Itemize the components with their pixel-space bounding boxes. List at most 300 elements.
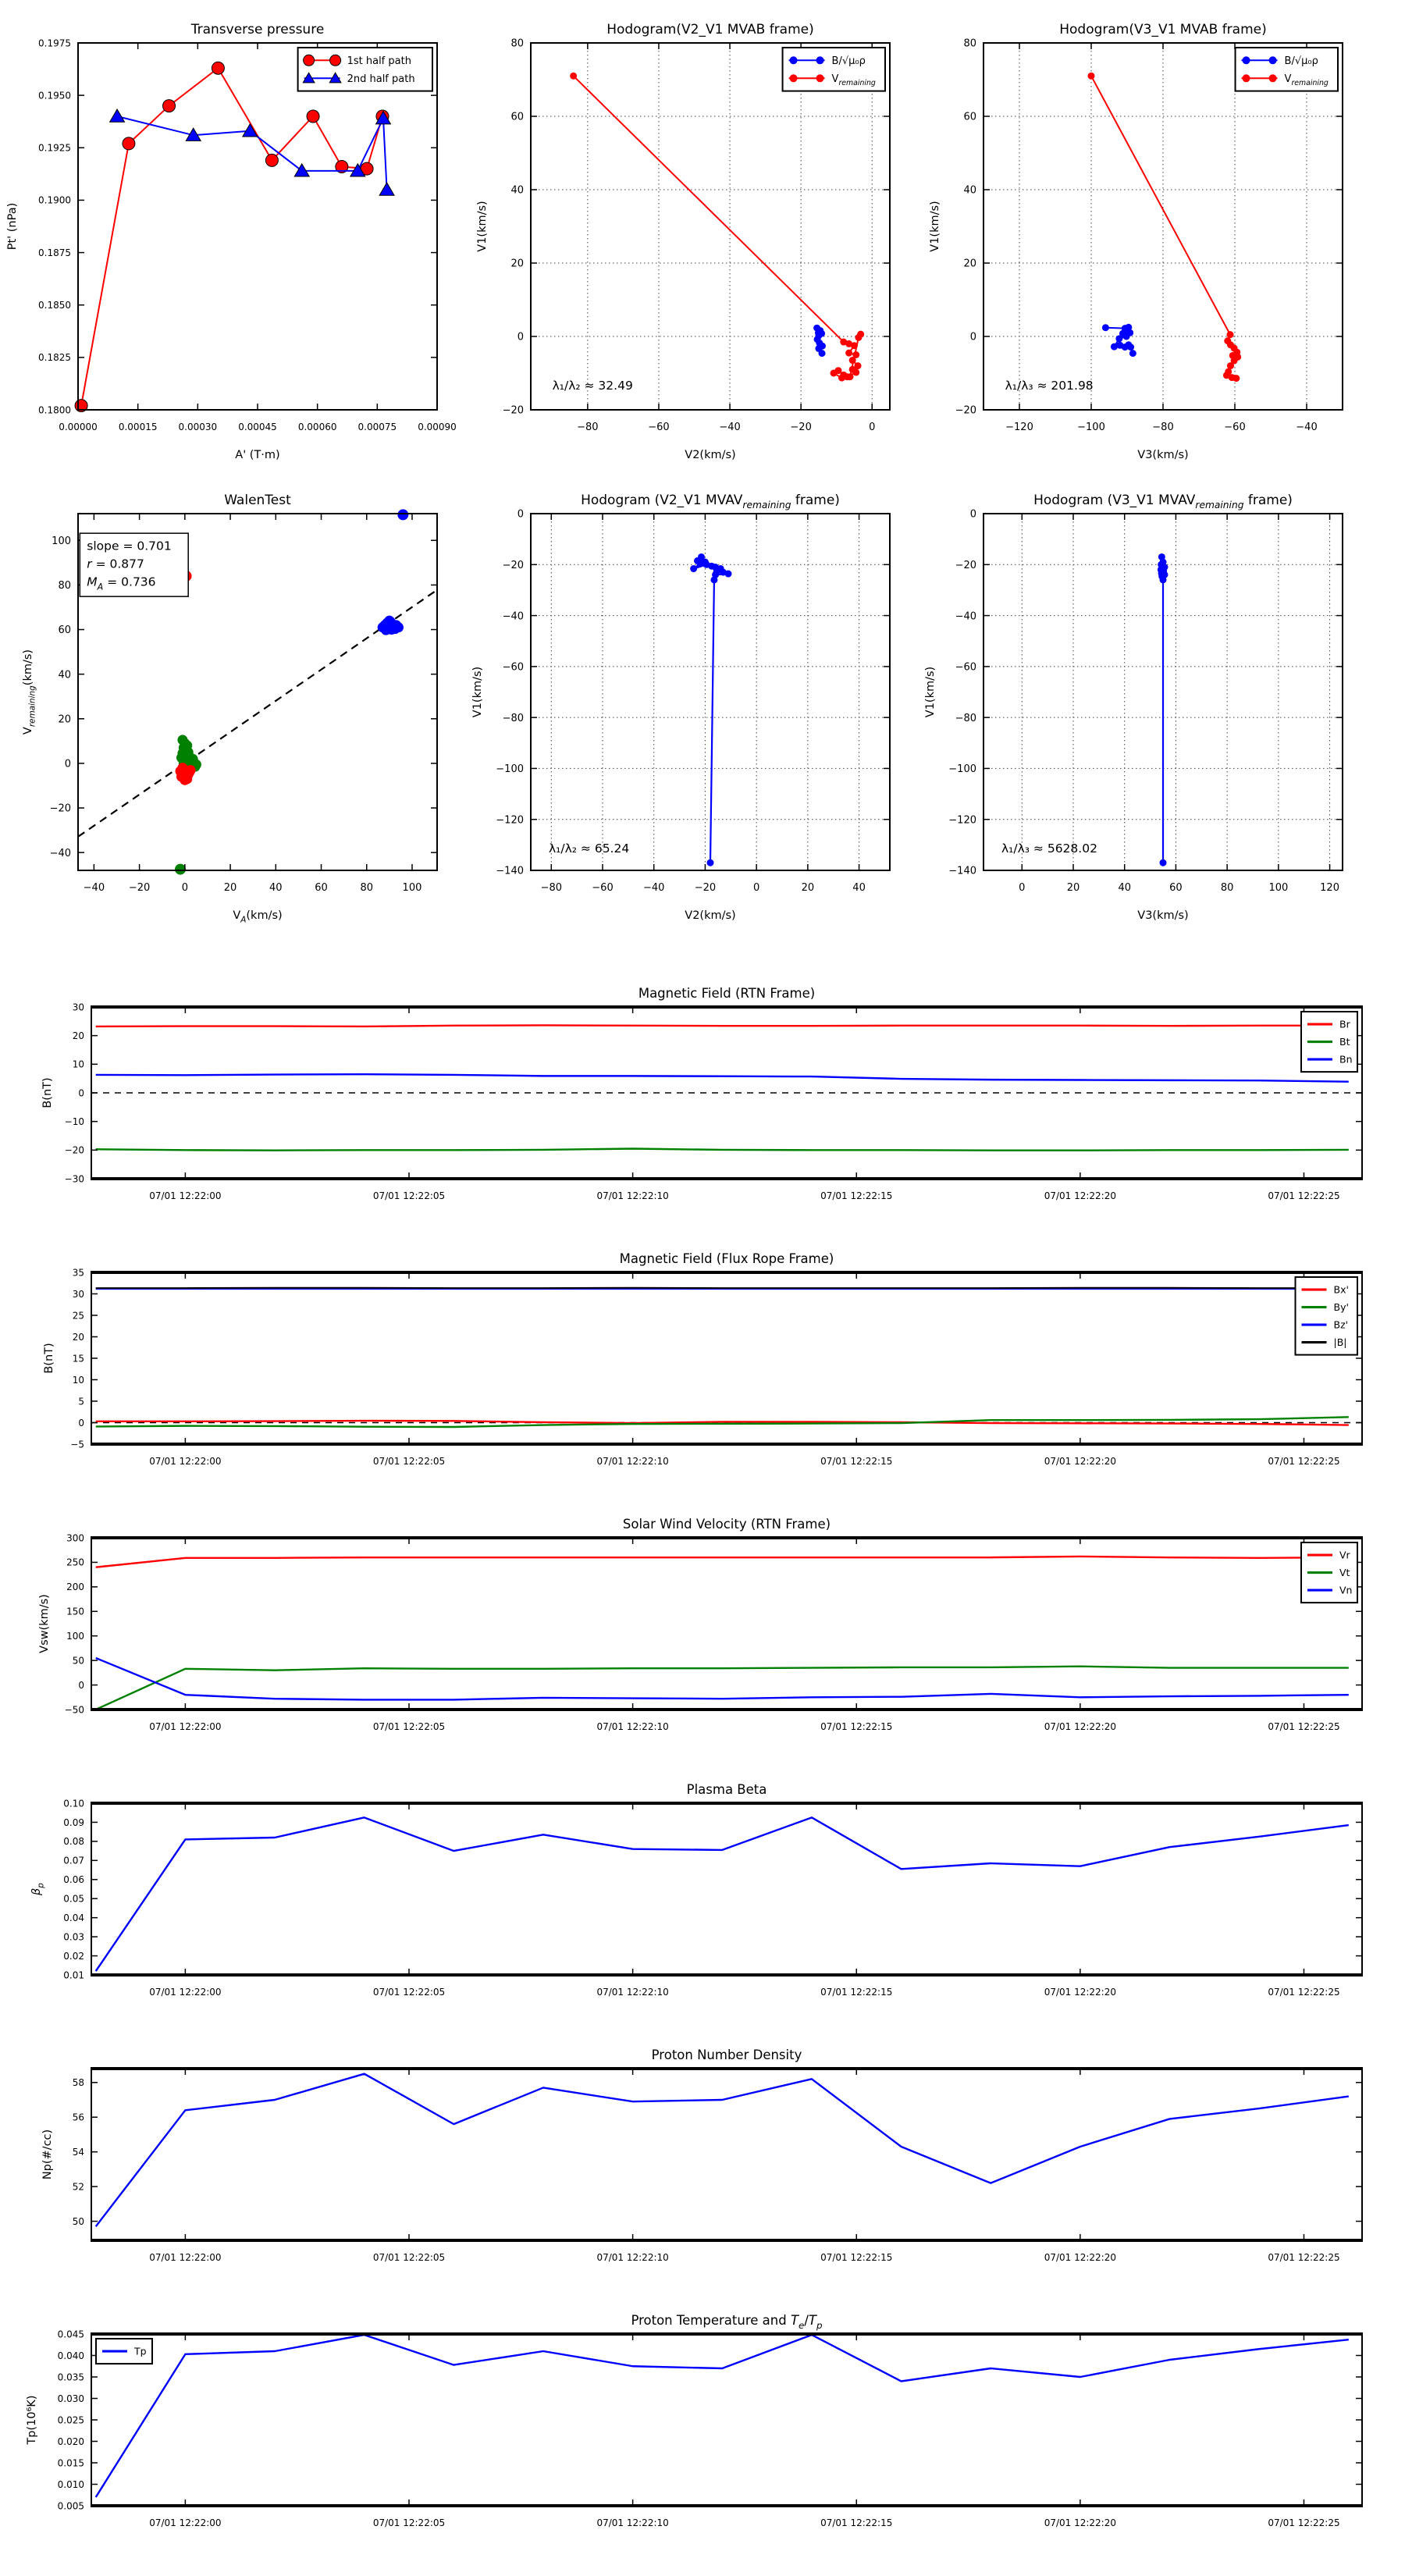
point-marker xyxy=(852,369,859,376)
annotation xyxy=(549,841,629,856)
y-axis-label: Tp(10⁶K) xyxy=(26,2395,38,2445)
plot-hodogram-v3v1-mvav xyxy=(924,493,1343,922)
y-tick-label: 0.005 xyxy=(57,2500,84,2512)
plot-title: Plasma Beta xyxy=(686,1782,767,1797)
x-tick-label: 07/01 12:22:15 xyxy=(820,1456,893,1467)
point-marker xyxy=(397,509,408,520)
x-tick-label: −40 xyxy=(1296,422,1318,433)
x-tick-label: 07/01 12:22:05 xyxy=(372,1721,446,1732)
plot-proton-number-density xyxy=(41,2048,1363,2263)
legend-label: Tp xyxy=(134,2345,147,2357)
legend xyxy=(1296,1277,1358,1355)
x-tick-label: 40 xyxy=(269,882,283,894)
point-marker xyxy=(304,55,315,66)
y-tick-label: 0 xyxy=(78,1417,84,1429)
point-marker xyxy=(175,864,186,875)
x-tick-label: 0.00075 xyxy=(357,422,397,432)
x-tick-label: 0.00045 xyxy=(238,422,277,432)
x-tick-label: 07/01 12:22:10 xyxy=(596,1456,669,1467)
y-tick-label: 0.09 xyxy=(63,1816,84,1828)
y-tick-label: 0 xyxy=(517,331,524,343)
plot-hodogram-v2v1-mvav xyxy=(471,493,891,922)
x-tick-label: −120 xyxy=(1005,422,1033,433)
y-tick-label: 0.10 xyxy=(63,1798,84,1809)
y-tick-label: 150 xyxy=(66,1606,84,1617)
y-tick-label: −10 xyxy=(64,1115,84,1127)
plot-hodogram-v3v1-mvab xyxy=(929,22,1343,461)
legend-label: Br xyxy=(1339,1018,1350,1030)
y-tick-label: 0.015 xyxy=(57,2457,84,2469)
x-tick-label: 07/01 12:22:20 xyxy=(1044,1987,1117,1998)
x-tick-label: 20 xyxy=(223,882,237,894)
point-marker xyxy=(1088,73,1095,80)
x-tick-label: 100 xyxy=(402,882,422,894)
x-tick-label: 07/01 12:22:05 xyxy=(372,1190,446,1201)
x-tick-label: 40 xyxy=(1118,882,1131,894)
y-tick-label: 58 xyxy=(72,2077,84,2089)
point-marker xyxy=(1127,343,1134,350)
x-tick-label: −20 xyxy=(694,882,717,894)
x-tick-label: 07/01 12:22:05 xyxy=(372,1456,446,1467)
y-tick-label: 40 xyxy=(58,669,71,681)
series-vr xyxy=(96,1557,1349,1567)
legend-label: 2nd half path xyxy=(347,73,415,85)
x-axis-label: V3(km/s) xyxy=(1137,449,1189,461)
y-tick-label: −40 xyxy=(49,847,71,859)
y-tick-label: 0.1825 xyxy=(38,352,71,364)
y-tick-label: 5 xyxy=(78,1396,84,1407)
y-tick-label: −20 xyxy=(502,559,524,571)
x-tick-label: −20 xyxy=(128,882,151,894)
point-marker xyxy=(1102,324,1109,331)
y-tick-label: 60 xyxy=(963,111,976,123)
x-tick-label: 20 xyxy=(801,882,815,894)
plot-walen-test xyxy=(22,493,438,924)
y-tick-label: 0.1975 xyxy=(38,37,71,49)
plot-title: Magnetic Field (Flux Rope Frame) xyxy=(619,1251,834,1266)
y-tick-label: 40 xyxy=(510,184,524,197)
x-axis-label: V2(km/s) xyxy=(685,449,736,461)
triangle-marker xyxy=(110,109,125,122)
x-tick-label: 07/01 12:22:25 xyxy=(1268,1190,1340,1201)
series-vn xyxy=(96,1658,1349,1699)
y-tick-label: 20 xyxy=(963,258,976,270)
y-tick-label: 200 xyxy=(66,1582,84,1593)
plot-title: Solar Wind Velocity (RTN Frame) xyxy=(622,1517,831,1532)
x-tick-label: −60 xyxy=(1224,422,1246,433)
point-marker xyxy=(846,373,853,380)
point-marker xyxy=(1243,56,1250,64)
plot-plasma-beta xyxy=(30,1782,1363,1998)
point-marker xyxy=(1160,859,1167,866)
x-tick-label: −60 xyxy=(648,422,670,433)
y-tick-label: 100 xyxy=(52,535,71,547)
y-tick-label: −20 xyxy=(955,559,976,571)
y-tick-label: −20 xyxy=(49,802,71,815)
y-tick-label: −20 xyxy=(64,1144,84,1156)
x-tick-label: 0.00060 xyxy=(297,422,337,432)
y-axis-label: V1(km/s) xyxy=(924,666,937,718)
plot-transverse-pressure xyxy=(6,22,457,461)
y-tick-label: 0.1800 xyxy=(38,404,71,416)
annotation-line: λ₁/λ₂ ≈ 32.49 xyxy=(552,379,633,393)
y-tick-label: 0 xyxy=(64,758,71,770)
point-marker xyxy=(212,62,224,74)
y-tick-label: 20 xyxy=(72,1030,84,1041)
x-tick-label: 07/01 12:22:15 xyxy=(820,2517,893,2528)
x-tick-label: 60 xyxy=(315,882,328,894)
series-bn xyxy=(96,1074,1349,1082)
x-tick-label: 07/01 12:22:10 xyxy=(596,2252,669,2263)
x-axis-label: V2(km/s) xyxy=(685,909,736,922)
x-tick-label: 07/01 12:22:20 xyxy=(1044,1190,1117,1201)
legend xyxy=(298,48,432,91)
x-tick-label: 0.00000 xyxy=(59,422,98,432)
y-tick-label: 20 xyxy=(58,713,71,726)
y-tick-label: 0.1925 xyxy=(38,142,71,154)
y-tick-label: 35 xyxy=(72,1267,84,1279)
x-tick-label: 07/01 12:22:05 xyxy=(372,1987,446,1998)
y-tick-label: 0.08 xyxy=(63,1836,84,1848)
y-tick-label: −140 xyxy=(948,865,976,877)
x-tick-label: 07/01 12:22:20 xyxy=(1044,1721,1117,1732)
legend-label: 1st half path xyxy=(347,55,411,67)
plot-magnetic-field-rtn xyxy=(41,986,1363,1201)
y-tick-label: 0 xyxy=(517,508,524,521)
point-marker xyxy=(1232,375,1240,382)
x-tick-label: 60 xyxy=(1169,882,1183,894)
x-tick-label: 07/01 12:22:00 xyxy=(149,2252,222,2263)
point-marker xyxy=(1269,56,1277,64)
x-tick-label: 07/01 12:22:25 xyxy=(1268,1721,1340,1732)
plot-title: Magnetic Field (RTN Frame) xyxy=(638,986,816,1001)
y-tick-label: 0.01 xyxy=(63,1969,84,1981)
point-marker xyxy=(707,859,714,866)
y-tick-label: 0.030 xyxy=(57,2393,84,2404)
x-tick-label: 07/01 12:22:05 xyxy=(372,2252,446,2263)
y-tick-label: −40 xyxy=(955,610,976,623)
y-tick-label: 80 xyxy=(510,37,524,50)
x-tick-label: 07/01 12:22:20 xyxy=(1044,2517,1117,2528)
legend-label: By' xyxy=(1333,1301,1349,1314)
annotation xyxy=(80,533,188,596)
y-tick-label: 56 xyxy=(72,2112,84,2123)
y-tick-label: 0.1950 xyxy=(38,90,71,101)
y-tick-label: −80 xyxy=(955,712,976,724)
point-marker xyxy=(849,357,856,364)
y-axis-label: Vsw(km/s) xyxy=(38,1594,51,1653)
point-marker xyxy=(816,56,824,64)
series-np xyxy=(96,2074,1349,2227)
x-tick-label: −100 xyxy=(1077,422,1105,433)
y-tick-label: 60 xyxy=(510,111,524,123)
x-tick-label: 0.00015 xyxy=(118,422,158,432)
annotation-line: λ₁/λ₃ ≈ 201.98 xyxy=(1005,379,1094,393)
point-marker xyxy=(123,137,135,150)
x-tick-label: 0 xyxy=(869,422,876,433)
y-tick-label: −20 xyxy=(955,404,976,417)
x-tick-label: 07/01 12:22:20 xyxy=(1044,1456,1117,1467)
point-marker xyxy=(690,565,697,572)
y-axis-label: V1(km/s) xyxy=(476,201,489,252)
plot-solar-wind-velocity xyxy=(38,1517,1363,1732)
x-tick-label: −20 xyxy=(790,422,812,433)
triangle-marker xyxy=(379,183,394,195)
plot-title: Hodogram(V2_V1 MVAB frame) xyxy=(606,22,814,37)
point-marker xyxy=(1269,74,1277,82)
y-tick-label: 60 xyxy=(58,624,71,637)
y-tick-label: −60 xyxy=(955,661,976,674)
legend xyxy=(1236,48,1338,91)
x-tick-label: −40 xyxy=(719,422,741,433)
y-tick-label: 10 xyxy=(72,1059,84,1070)
series-bt xyxy=(96,1149,1349,1151)
point-marker xyxy=(816,74,824,82)
y-tick-label: −140 xyxy=(496,865,524,877)
point-marker xyxy=(857,331,864,338)
point-marker xyxy=(330,55,341,66)
y-tick-label: 0 xyxy=(969,508,976,521)
y-tick-label: 50 xyxy=(72,2215,84,2227)
point-marker xyxy=(790,56,798,64)
y-tick-label: 0 xyxy=(78,1679,84,1691)
annotation-line: λ₁/λ₂ ≈ 65.24 xyxy=(549,841,630,856)
y-tick-label: 80 xyxy=(963,37,976,50)
y-tick-label: −50 xyxy=(64,1704,84,1716)
legend-label: Vn xyxy=(1339,1584,1353,1596)
legend-label: B/√μ₀ρ xyxy=(831,55,866,67)
legend-label: Vr xyxy=(1339,1549,1350,1561)
y-tick-label: 0.06 xyxy=(63,1874,84,1886)
y-tick-label: 0.02 xyxy=(63,1950,84,1962)
x-tick-label: 20 xyxy=(1066,882,1080,894)
y-tick-label: 10 xyxy=(72,1374,84,1386)
y-axis-label: Pt' (nPa) xyxy=(6,202,19,251)
point-marker xyxy=(1227,331,1234,338)
y-tick-label: 0.04 xyxy=(63,1912,84,1923)
x-tick-label: 07/01 12:22:25 xyxy=(1268,1456,1340,1467)
y-tick-label: 0.05 xyxy=(63,1893,84,1905)
y-tick-label: 0.020 xyxy=(57,2435,84,2447)
annotation xyxy=(1005,379,1094,393)
x-tick-label: −40 xyxy=(83,882,105,894)
point-marker xyxy=(570,73,577,80)
y-tick-label: −100 xyxy=(496,763,524,776)
legend xyxy=(96,2339,152,2364)
y-tick-label: 0.040 xyxy=(57,2350,84,2361)
x-tick-label: −60 xyxy=(592,882,614,894)
y-tick-label: 80 xyxy=(58,580,71,592)
point-marker xyxy=(1243,74,1250,82)
point-marker xyxy=(696,560,703,567)
x-axis-label: V3(km/s) xyxy=(1137,909,1189,922)
x-tick-label: 100 xyxy=(1268,882,1289,894)
x-tick-label: 07/01 12:22:25 xyxy=(1268,1987,1340,1998)
y-tick-label: 0.1875 xyxy=(38,247,71,258)
y-tick-label: 0.1900 xyxy=(38,194,71,206)
y-axis-label: V1(km/s) xyxy=(471,666,484,718)
y-tick-label: 52 xyxy=(72,2181,84,2193)
x-axis-label: $V_A(km/s)$ xyxy=(233,909,283,925)
x-tick-label: 0 xyxy=(753,882,760,894)
y-tick-label: 0 xyxy=(969,331,976,343)
point-marker xyxy=(1123,333,1130,340)
y-tick-label: 30 xyxy=(72,1002,84,1013)
annotation-line: $M_A = 0.736$ xyxy=(87,575,156,592)
y-tick-label: −60 xyxy=(502,661,524,674)
y-tick-label: −120 xyxy=(948,814,976,827)
x-tick-label: 07/01 12:22:10 xyxy=(596,1987,669,1998)
annotation-line: slope = 0.701 xyxy=(87,539,172,553)
y-tick-label: 30 xyxy=(72,1288,84,1300)
series-vt xyxy=(96,1667,1349,1710)
legend-label: |B| xyxy=(1333,1336,1347,1349)
y-tick-label: −5 xyxy=(70,1439,84,1450)
y-tick-label: 40 xyxy=(963,184,976,197)
annotation xyxy=(553,379,633,393)
point-marker xyxy=(851,342,858,349)
y-tick-label: 0.03 xyxy=(63,1931,84,1943)
point-marker xyxy=(307,110,319,123)
point-marker xyxy=(163,100,176,112)
y-tick-label: 15 xyxy=(72,1353,84,1364)
point-marker xyxy=(840,372,847,379)
y-tick-label: 0.07 xyxy=(63,1855,84,1866)
y-tick-label: −100 xyxy=(948,763,976,776)
x-tick-label: 80 xyxy=(360,882,374,894)
y-axis-label: V1(km/s) xyxy=(929,201,941,252)
x-tick-label: 0.00030 xyxy=(178,422,218,432)
point-marker xyxy=(1160,576,1167,583)
y-tick-label: 50 xyxy=(72,1655,84,1667)
x-tick-label: −40 xyxy=(642,882,665,894)
plot-title: Proton Number Density xyxy=(651,2048,802,2062)
x-tick-label: −80 xyxy=(577,422,599,433)
x-tick-label: 07/01 12:22:10 xyxy=(596,2517,669,2528)
y-axis-label: B(nT) xyxy=(43,1343,55,1374)
series-b-sqrt-mu0-rho- xyxy=(694,557,728,863)
legend-label: Bx' xyxy=(1333,1283,1349,1296)
series-v-remaining xyxy=(1091,76,1238,378)
point-marker xyxy=(386,617,396,627)
x-tick-label: 0 xyxy=(181,882,188,894)
series-beta-p xyxy=(96,1817,1349,1971)
x-tick-label: 07/01 12:22:00 xyxy=(149,1721,222,1732)
point-marker xyxy=(790,74,798,82)
legend-label: Bz' xyxy=(1333,1318,1349,1331)
annotation xyxy=(1001,841,1097,856)
x-tick-label: 07/01 12:22:10 xyxy=(596,1190,669,1201)
x-tick-label: 0.00090 xyxy=(418,422,457,432)
y-tick-label: 0.035 xyxy=(57,2371,84,2383)
legend-label: Bt xyxy=(1339,1036,1350,1048)
y-axis-label: $V_{remaining}(km/s)$ xyxy=(22,649,37,735)
x-tick-label: 07/01 12:22:15 xyxy=(820,1190,893,1201)
x-tick-label: 07/01 12:22:25 xyxy=(1268,2252,1340,2263)
annotation-line: λ₁/λ₃ ≈ 5628.02 xyxy=(1001,841,1097,856)
legend-label: Vt xyxy=(1339,1567,1350,1579)
y-tick-label: 0 xyxy=(78,1087,84,1099)
y-tick-label: 0.045 xyxy=(57,2329,84,2340)
legend xyxy=(783,48,885,91)
x-tick-label: 07/01 12:22:05 xyxy=(372,2517,446,2528)
x-tick-label: 40 xyxy=(852,882,866,894)
legend xyxy=(1301,1012,1357,1072)
y-tick-label: 0.1850 xyxy=(38,300,71,311)
y-tick-label: 300 xyxy=(66,1532,84,1544)
plot-hodogram-v2v1-mvab xyxy=(476,22,891,461)
y-tick-label: 250 xyxy=(66,1557,84,1568)
x-tick-label: 07/01 12:22:00 xyxy=(149,1456,222,1467)
legend xyxy=(1301,1542,1357,1603)
point-marker xyxy=(725,571,732,578)
y-tick-label: 25 xyxy=(72,1310,84,1322)
x-tick-label: 07/01 12:22:00 xyxy=(149,2517,222,2528)
point-marker xyxy=(186,765,196,775)
plot-title: Hodogram (V2_V1 $MVAV_{remaining}$ frame) xyxy=(581,493,840,511)
point-marker xyxy=(1129,350,1136,357)
legend-label: $V_{remaining}$ xyxy=(831,73,876,87)
legend-label: $V_{remaining}$ xyxy=(1284,73,1329,87)
series-tp xyxy=(96,2335,1349,2497)
x-tick-label: 07/01 12:22:15 xyxy=(820,1721,893,1732)
point-marker xyxy=(710,576,717,583)
x-tick-label: 07/01 12:22:10 xyxy=(596,1721,669,1732)
plot-title: Proton Temperature and $T_e/T_p$ xyxy=(631,2313,823,2331)
point-marker xyxy=(1115,335,1122,342)
series-br xyxy=(96,1025,1349,1026)
x-tick-label: 07/01 12:22:00 xyxy=(149,1190,222,1201)
point-marker xyxy=(819,350,826,357)
y-tick-label: −30 xyxy=(64,1173,84,1185)
y-tick-label: −40 xyxy=(502,610,524,623)
x-tick-label: 120 xyxy=(1320,882,1339,894)
x-tick-label: 07/01 12:22:00 xyxy=(149,1987,222,1998)
y-tick-label: 54 xyxy=(72,2146,84,2158)
plot-proton-temperature xyxy=(26,2313,1363,2528)
x-tick-label: −80 xyxy=(1152,422,1174,433)
x-tick-label: 07/01 12:22:25 xyxy=(1268,2517,1340,2528)
y-tick-label: −20 xyxy=(502,404,524,417)
series-b-sqrt-mu0-rho- xyxy=(1161,557,1165,863)
point-marker xyxy=(845,350,852,357)
x-tick-label: 07/01 12:22:15 xyxy=(820,2252,893,2263)
x-tick-label: 07/01 12:22:15 xyxy=(820,1987,893,1998)
x-tick-label: 07/01 12:22:20 xyxy=(1044,2252,1117,2263)
plot-magnetic-field-flux-rope xyxy=(43,1251,1363,1467)
y-tick-label: 0.010 xyxy=(57,2478,84,2490)
annotation-line: r = 0.877 xyxy=(87,557,144,571)
y-axis-label: $\beta_p$ xyxy=(30,1883,46,1895)
legend-label: Bn xyxy=(1339,1053,1353,1066)
y-tick-label: 100 xyxy=(66,1631,84,1642)
plot-title: Hodogram(V3_V1 MVAB frame) xyxy=(1059,22,1267,37)
y-tick-label: 0.025 xyxy=(57,2414,84,2426)
y-tick-label: −120 xyxy=(496,814,524,827)
plot-title: WalenTest xyxy=(224,493,291,508)
y-axis-label: Np(#/cc) xyxy=(41,2129,54,2180)
x-tick-label: 0 xyxy=(1019,882,1026,894)
x-axis-label: A' (T·m) xyxy=(235,449,280,461)
y-axis-label: B(nT) xyxy=(41,1077,54,1108)
plot-title: Hodogram (V3_V1 $MVAV_{remaining}$ frame) xyxy=(1033,493,1293,511)
x-tick-label: −80 xyxy=(540,882,563,894)
point-marker xyxy=(265,154,278,166)
y-tick-label: 20 xyxy=(72,1331,84,1343)
x-tick-label: 80 xyxy=(1220,882,1234,894)
plot-title: Transverse pressure xyxy=(190,22,325,37)
legend-label: B/√μ₀ρ xyxy=(1284,55,1318,67)
